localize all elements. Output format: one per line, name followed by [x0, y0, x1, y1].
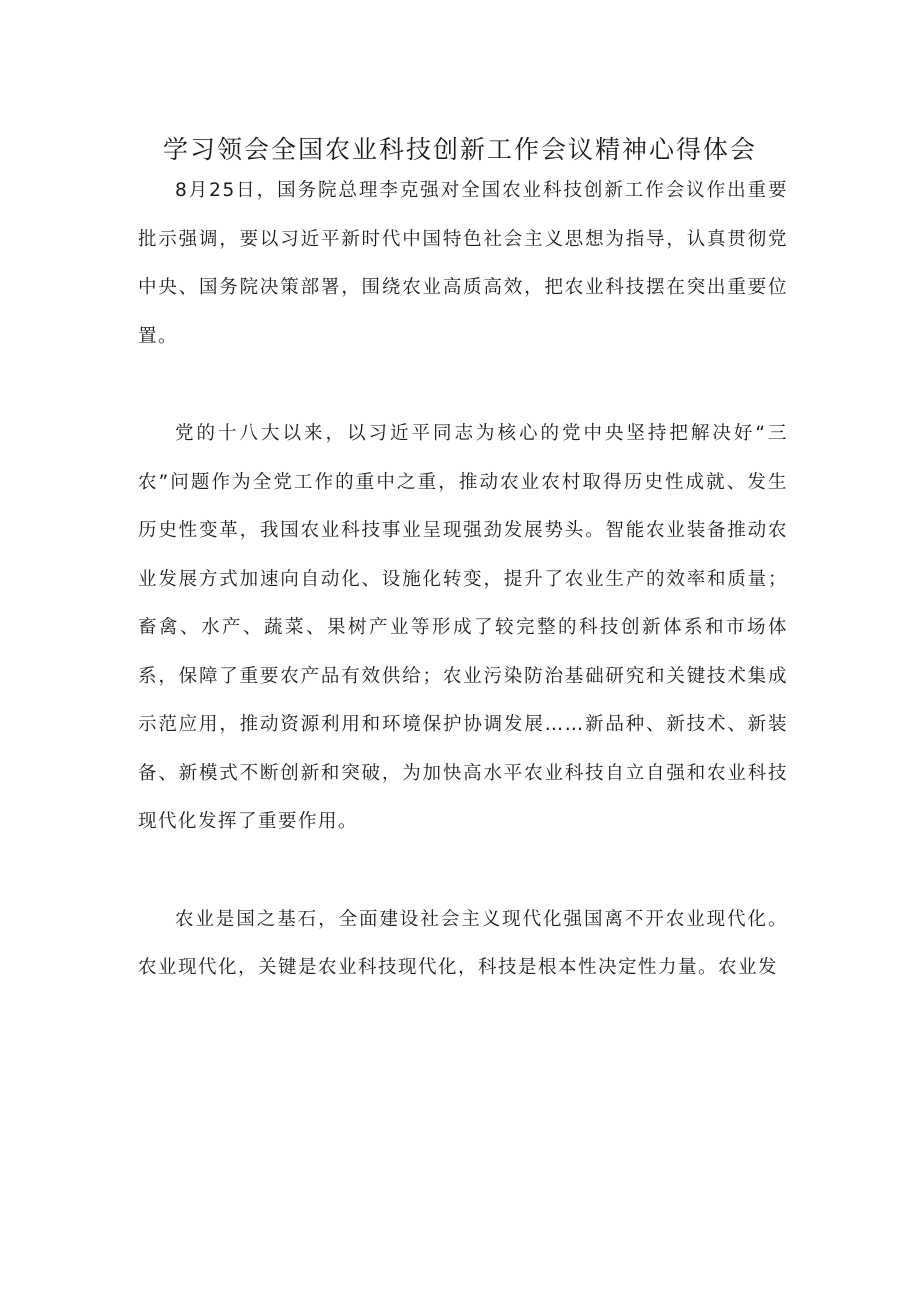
- document-body: [138, 167, 788, 993]
- paragraph-1: 8月25日，国务院总理李克强对全国农业科技创新工作会议作出重要批示强调，要以习近平新时代中国特色社会主义思想为指导，认真贯彻党中央、国务院决策部署，围绕农业高质高效，把农业科技摆在突出重要位置。: [138, 180, 788, 347]
- document-title: 学习领会全国农业科技创新工作会议精神心得体会: [162, 135, 757, 164]
- paragraph-3: 农业是国之基石，全面建设社会主义现代化强国离不开农业现代化。农业现代化，关键是农业科技现代化，科技是根本性决定性力量。农业发: [138, 908, 788, 978]
- paragraph-2: 党的十八大以来，以习近平同志为核心的党中央坚持把解决好“三农”问题作为全党工作的重中之重，推动农业农村取得历史性成就、发生历史性变革，我国农业科技事业呈现强劲发展势头。智能农业装备推动农业发展方式加速向自动化、设施化转变，提升了农业生产的效率和质量；畜禽、水产、蔬菜、果树产业等形成了较完整的科技创新体系和市场体系，保障了重要农产品有效供给；农业污染防治基础研究和关键技术集成示范应用，推动资源利用和环境保护协调发展……新品种、新技术、新装备、新模式不断创新和突破，为加快高水平农业科技自立自强和农业科技现代化发挥了重要作用。: [138, 423, 788, 832]
